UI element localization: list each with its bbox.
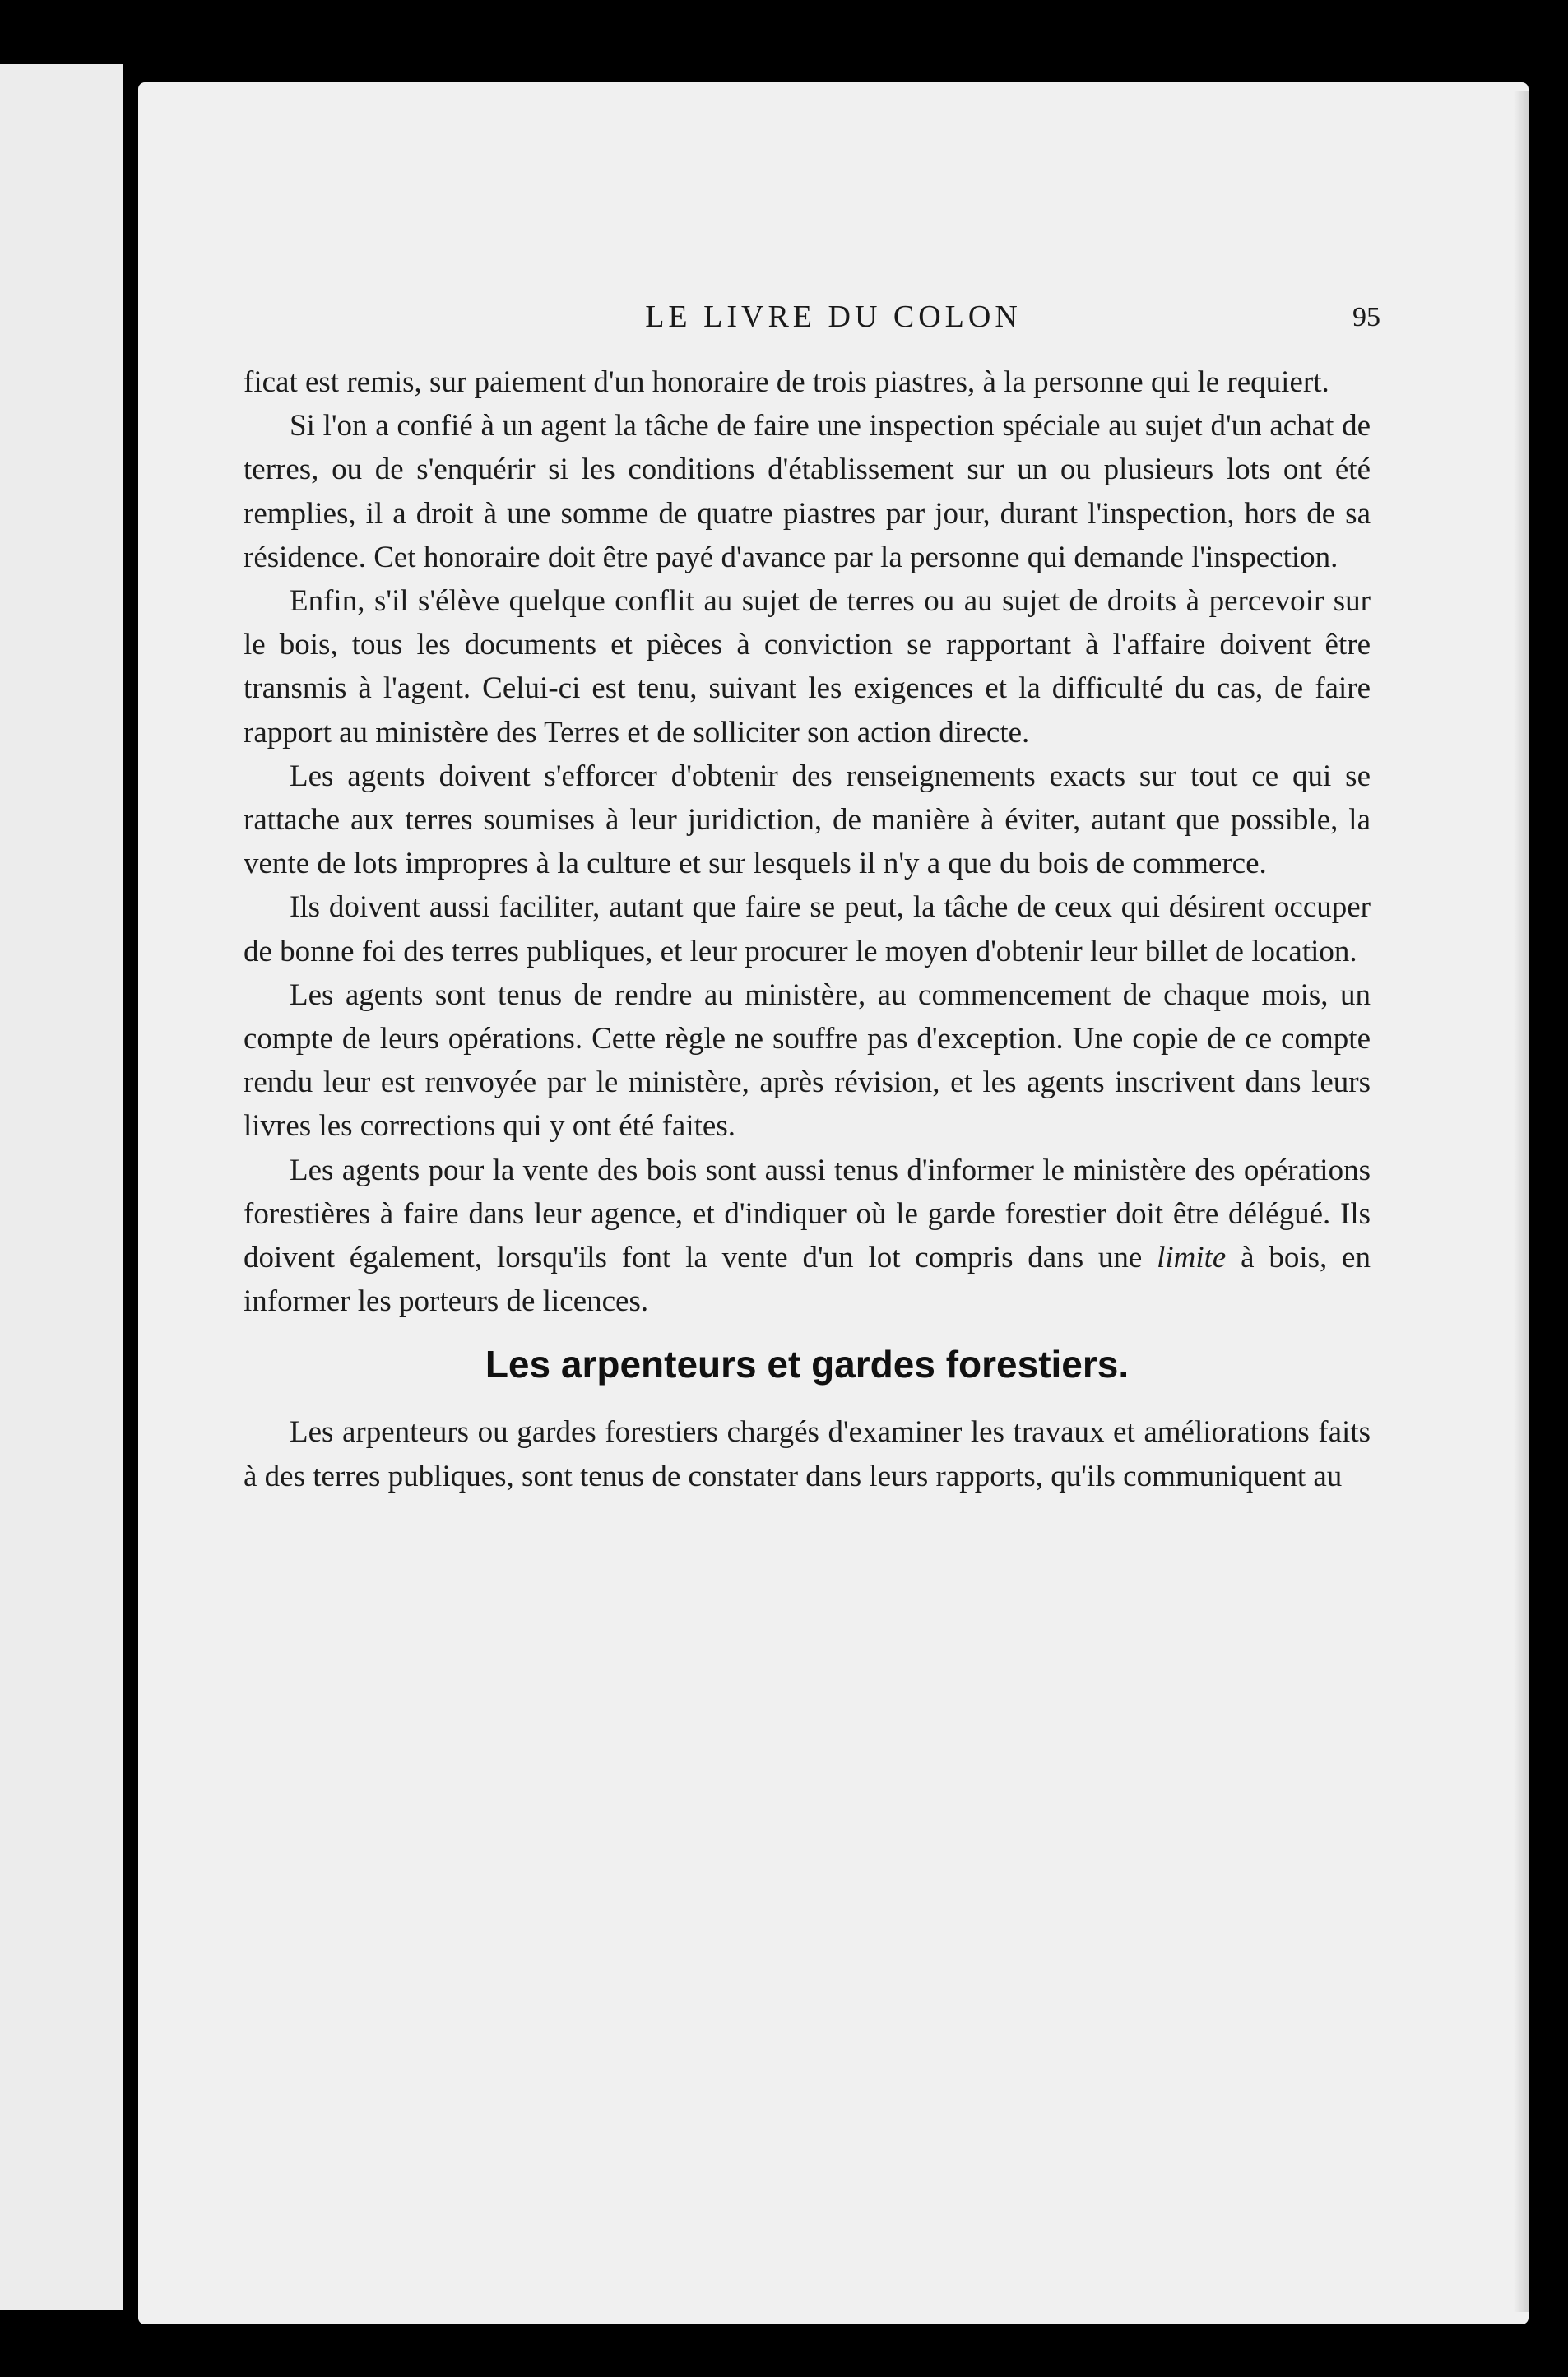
paragraph-8: Les arpenteurs ou gardes forestiers chargés d'examiner les travaux et améliorations faits à des terres publiques, sont tenus de constater dans leurs rapports, qu'ils communiquent au (244, 1415, 1371, 1493)
paragraph-6: Les agents sont tenus de rendre au ministère, au commencement de chaque mois, un compte de leurs opérations. Cette règle ne souffre pas d'exception. Une copie de ce compte rendu leur est renvoyée par le ministère, après révision, et les agents inscrivent dans leurs livres les corrections qui y ont été faites. (244, 977, 1371, 1144)
running-title: LE LIVRE DU COLON (645, 299, 1022, 334)
page-body (244, 360, 1371, 1498)
paragraph-5: Ils doivent aussi faciliter, autant que faire se peut, la tâche de ceux qui désirent occuper de bonne foi des terres publiques, et leur procurer le moyen d'obtenir leur billet de location. (244, 890, 1371, 968)
paragraph-7 (244, 1149, 1371, 1324)
paragraph-2: Si l'on a confié à un agent la tâche de faire une inspection spéciale au sujet d'un achat de terres, ou de s'enquérir si les conditions d'établissement sur un ou plusieurs lots ont été remplies, il a droit à une somme de quatre piastres par jour, durant l'inspection, hors de sa résidence. Cet honoraire doit être payé d'avance par la personne qui demande l'inspection. (244, 409, 1371, 574)
paragraph-1: ficat est remis, sur paiement d'un honoraire de trois piastres, à la personne qui le requiert. (244, 365, 1329, 399)
book-page (138, 82, 1529, 2324)
page-number: 95 (1352, 302, 1380, 332)
page-header (138, 299, 1529, 348)
paragraph-3: Enfin, s'il s'élève quelque conflit au sujet de terres ou au sujet de droits à percevoir sur le bois, tous les documents et pièces à conviction se rapportant à l'affaire doivent être transmis à l'agent. Celui-ci est tenu, suivant les exigences et la difficulté du cas, de faire rapport au ministère des Terres et de solliciter son action directe. (244, 584, 1371, 750)
paragraph-7-italic: limite (1157, 1241, 1227, 1275)
paragraph-4: Les agents doivent s'efforcer d'obtenir des renseignements exacts sur tout ce qui se rattache aux terres soumises à leur juridiction, de manière à éviter, autant que possible, la vente de lots impropres à la culture et sur lesquels il n'y a que du bois de commerce. (244, 759, 1371, 881)
page-edge-shadow (1514, 91, 1529, 2312)
paragraph-7-text: Les agents pour la vente des bois sont aussi tenus d'informer le ministère des opérations forestières à faire dans leur agence, et d'indiquer où le garde forestier doit être délégué. Ils doivent également, lorsqu'ils font la vente d'un lot compris dans une (244, 1153, 1371, 1275)
section-heading: Les arpenteurs et gardes forestiers. (485, 1343, 1130, 1386)
paragraph-7-text-end: à bois, en informer les porteurs de licences. (244, 1241, 1371, 1319)
adjacent-page-edge (0, 64, 123, 2310)
